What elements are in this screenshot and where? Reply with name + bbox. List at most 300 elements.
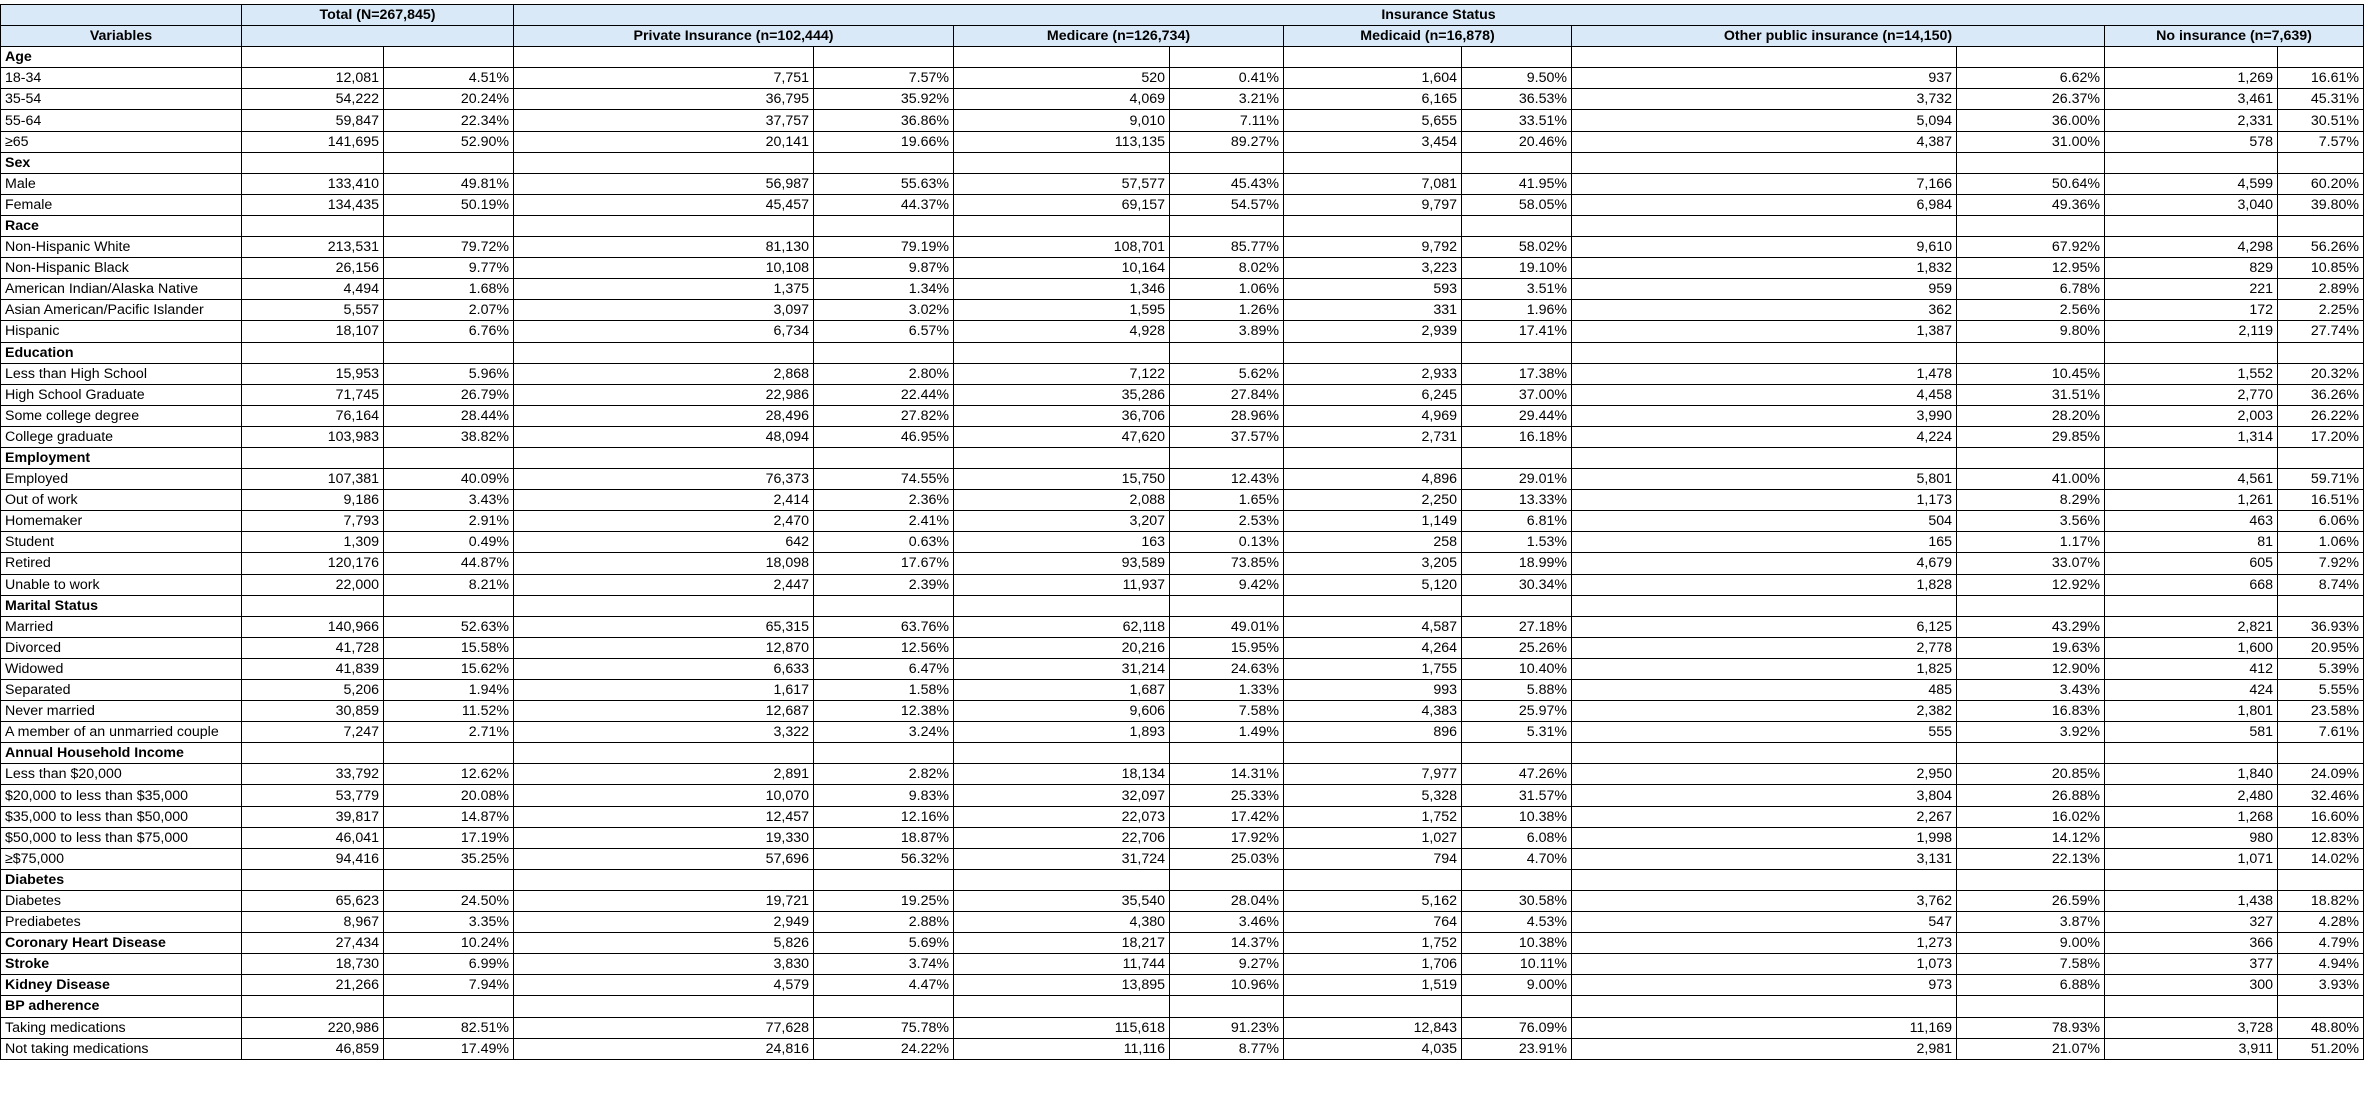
percent-cell: 38.82% bbox=[384, 426, 514, 447]
count-cell: 31,214 bbox=[954, 658, 1170, 679]
count-cell: 7,081 bbox=[1284, 173, 1462, 194]
table-row bbox=[1, 490, 2364, 511]
count-cell: 165 bbox=[1572, 532, 1957, 553]
percent-cell: 28.04% bbox=[1170, 890, 1284, 911]
percent-cell: 73.85% bbox=[1170, 553, 1284, 574]
count-cell: 2,447 bbox=[514, 574, 814, 595]
percent-cell: 2.82% bbox=[814, 764, 954, 785]
percent-cell: 25.26% bbox=[1462, 637, 1572, 658]
percent-cell: 18.99% bbox=[1462, 553, 1572, 574]
count-cell: 1,387 bbox=[1572, 321, 1957, 342]
percent-cell: 27.74% bbox=[2278, 321, 2364, 342]
count-cell: 2,088 bbox=[954, 490, 1170, 511]
percent-cell: 8.21% bbox=[384, 574, 514, 595]
percent-cell: 3.35% bbox=[384, 912, 514, 933]
percent-cell: 7.57% bbox=[814, 68, 954, 89]
row-label: 55-64 bbox=[1, 110, 242, 131]
row-label: Prediabetes bbox=[1, 912, 242, 933]
row-label: College graduate bbox=[1, 426, 242, 447]
count-cell: 463 bbox=[2105, 511, 2278, 532]
percent-cell: 26.79% bbox=[384, 384, 514, 405]
count-cell: 2,981 bbox=[1572, 1038, 1957, 1059]
percent-cell: 15.62% bbox=[384, 658, 514, 679]
percent-cell: 12.38% bbox=[814, 701, 954, 722]
row-label: Not taking medications bbox=[1, 1038, 242, 1059]
empty-cell bbox=[242, 996, 384, 1017]
row-label: ≥65 bbox=[1, 131, 242, 152]
count-cell: 76,164 bbox=[242, 405, 384, 426]
count-cell: 258 bbox=[1284, 532, 1462, 553]
table-row bbox=[1, 1038, 2364, 1059]
empty-cell bbox=[954, 47, 1170, 68]
count-cell: 5,801 bbox=[1572, 469, 1957, 490]
table-row bbox=[1, 975, 2364, 996]
percent-cell: 19.66% bbox=[814, 131, 954, 152]
count-cell: 3,223 bbox=[1284, 258, 1462, 279]
percent-cell: 12.90% bbox=[1957, 658, 2105, 679]
percent-cell: 20.32% bbox=[2278, 363, 2364, 384]
count-cell: 12,457 bbox=[514, 806, 814, 827]
table-row bbox=[1, 110, 2364, 131]
count-cell: 133,410 bbox=[242, 173, 384, 194]
count-cell: 4,035 bbox=[1284, 1038, 1462, 1059]
count-cell: 93,589 bbox=[954, 553, 1170, 574]
count-cell: 4,264 bbox=[1284, 637, 1462, 658]
count-cell: 2,250 bbox=[1284, 490, 1462, 511]
section-row bbox=[1, 869, 2364, 890]
count-cell: 547 bbox=[1572, 912, 1957, 933]
percent-cell: 24.09% bbox=[2278, 764, 2364, 785]
percent-cell: 6.88% bbox=[1957, 975, 2105, 996]
count-cell: 21,266 bbox=[242, 975, 384, 996]
empty-cell bbox=[1170, 743, 1284, 764]
section-label: BP adherence bbox=[1, 996, 242, 1017]
count-cell: 1,706 bbox=[1284, 954, 1462, 975]
count-cell: 1,752 bbox=[1284, 806, 1462, 827]
count-cell: 10,164 bbox=[954, 258, 1170, 279]
count-cell: 134,435 bbox=[242, 194, 384, 215]
percent-cell: 6.99% bbox=[384, 954, 514, 975]
count-cell: 8,967 bbox=[242, 912, 384, 933]
count-cell: 81,130 bbox=[514, 237, 814, 258]
count-cell: 412 bbox=[2105, 658, 2278, 679]
empty-cell bbox=[2105, 152, 2278, 173]
percent-cell: 0.41% bbox=[1170, 68, 1284, 89]
percent-cell: 33.07% bbox=[1957, 553, 2105, 574]
empty-cell bbox=[1572, 447, 1957, 468]
count-cell: 172 bbox=[2105, 300, 2278, 321]
percent-cell: 25.97% bbox=[1462, 701, 1572, 722]
percent-cell: 4.94% bbox=[2278, 954, 2364, 975]
percent-cell: 25.03% bbox=[1170, 848, 1284, 869]
percent-cell: 0.13% bbox=[1170, 532, 1284, 553]
count-cell: 2,331 bbox=[2105, 110, 2278, 131]
empty-cell bbox=[2278, 996, 2364, 1017]
empty-cell bbox=[2105, 743, 2278, 764]
empty-cell bbox=[814, 869, 954, 890]
percent-cell: 2.25% bbox=[2278, 300, 2364, 321]
empty-cell bbox=[1462, 869, 1572, 890]
header-row-2 bbox=[1, 26, 2364, 47]
empty-cell bbox=[384, 595, 514, 616]
percent-cell: 36.93% bbox=[2278, 616, 2364, 637]
empty-cell bbox=[814, 595, 954, 616]
count-cell: 6,633 bbox=[514, 658, 814, 679]
count-cell: 485 bbox=[1572, 680, 1957, 701]
count-cell: 4,069 bbox=[954, 89, 1170, 110]
count-cell: 4,383 bbox=[1284, 701, 1462, 722]
percent-cell: 12.56% bbox=[814, 637, 954, 658]
count-cell: 7,793 bbox=[242, 511, 384, 532]
count-cell: 3,097 bbox=[514, 300, 814, 321]
count-cell: 140,966 bbox=[242, 616, 384, 637]
percent-cell: 2.53% bbox=[1170, 511, 1284, 532]
percent-cell: 59.71% bbox=[2278, 469, 2364, 490]
percent-cell: 41.95% bbox=[1462, 173, 1572, 194]
empty-cell bbox=[514, 47, 814, 68]
percent-cell: 3.89% bbox=[1170, 321, 1284, 342]
count-cell: 7,122 bbox=[954, 363, 1170, 384]
percent-cell: 26.37% bbox=[1957, 89, 2105, 110]
percent-cell: 24.63% bbox=[1170, 658, 1284, 679]
percent-cell: 6.62% bbox=[1957, 68, 2105, 89]
percent-cell: 10.40% bbox=[1462, 658, 1572, 679]
row-label: Coronary Heart Disease bbox=[1, 933, 242, 954]
table-row bbox=[1, 785, 2364, 806]
empty-cell bbox=[2105, 869, 2278, 890]
table-row bbox=[1, 722, 2364, 743]
empty-cell bbox=[2278, 47, 2364, 68]
percent-cell: 27.18% bbox=[1462, 616, 1572, 637]
count-cell: 1,309 bbox=[242, 532, 384, 553]
count-cell: 4,494 bbox=[242, 279, 384, 300]
count-cell: 3,732 bbox=[1572, 89, 1957, 110]
count-cell: 4,561 bbox=[2105, 469, 2278, 490]
empty-cell bbox=[954, 215, 1170, 236]
percent-cell: 3.74% bbox=[814, 954, 954, 975]
count-cell: 1,600 bbox=[2105, 637, 2278, 658]
percent-cell: 2.80% bbox=[814, 363, 954, 384]
count-cell: 37,757 bbox=[514, 110, 814, 131]
count-cell: 39,817 bbox=[242, 806, 384, 827]
row-label: Unable to work bbox=[1, 574, 242, 595]
percent-cell: 3.87% bbox=[1957, 912, 2105, 933]
percent-cell: 1.17% bbox=[1957, 532, 2105, 553]
percent-cell: 24.22% bbox=[814, 1038, 954, 1059]
count-cell: 959 bbox=[1572, 279, 1957, 300]
percent-cell: 14.87% bbox=[384, 806, 514, 827]
count-cell: 22,986 bbox=[514, 384, 814, 405]
table-row bbox=[1, 553, 2364, 574]
table-row bbox=[1, 532, 2364, 553]
percent-cell: 5.31% bbox=[1462, 722, 1572, 743]
row-label: Non-Hispanic Black bbox=[1, 258, 242, 279]
count-cell: 3,207 bbox=[954, 511, 1170, 532]
section-row bbox=[1, 342, 2364, 363]
empty-cell bbox=[1462, 996, 1572, 1017]
percent-cell: 23.91% bbox=[1462, 1038, 1572, 1059]
count-cell: 4,380 bbox=[954, 912, 1170, 933]
count-cell: 1,893 bbox=[954, 722, 1170, 743]
count-cell: 3,911 bbox=[2105, 1038, 2278, 1059]
row-label: American Indian/Alaska Native bbox=[1, 279, 242, 300]
empty-cell bbox=[1284, 743, 1462, 764]
percent-cell: 8.29% bbox=[1957, 490, 2105, 511]
percent-cell: 4.51% bbox=[384, 68, 514, 89]
percent-cell: 6.06% bbox=[2278, 511, 2364, 532]
count-cell: 22,000 bbox=[242, 574, 384, 595]
percent-cell: 12.83% bbox=[2278, 827, 2364, 848]
count-cell: 2,821 bbox=[2105, 616, 2278, 637]
count-cell: 1,261 bbox=[2105, 490, 2278, 511]
count-cell: 6,245 bbox=[1284, 384, 1462, 405]
count-cell: 5,094 bbox=[1572, 110, 1957, 131]
empty-cell bbox=[514, 215, 814, 236]
percent-cell: 4.53% bbox=[1462, 912, 1572, 933]
count-cell: 4,579 bbox=[514, 975, 814, 996]
count-cell: 12,843 bbox=[1284, 1017, 1462, 1038]
count-cell: 1,478 bbox=[1572, 363, 1957, 384]
percent-cell: 23.58% bbox=[2278, 701, 2364, 722]
count-cell: 36,706 bbox=[954, 405, 1170, 426]
count-cell: 2,949 bbox=[514, 912, 814, 933]
percent-cell: 16.60% bbox=[2278, 806, 2364, 827]
percent-cell: 7.58% bbox=[1170, 701, 1284, 722]
empty-cell bbox=[242, 743, 384, 764]
percent-cell: 49.36% bbox=[1957, 194, 2105, 215]
empty-cell bbox=[1572, 996, 1957, 1017]
empty-cell bbox=[814, 447, 954, 468]
percent-cell: 29.44% bbox=[1462, 405, 1572, 426]
percent-cell: 14.37% bbox=[1170, 933, 1284, 954]
percent-cell: 1.49% bbox=[1170, 722, 1284, 743]
count-cell: 424 bbox=[2105, 680, 2278, 701]
empty-cell bbox=[1957, 47, 2105, 68]
row-label: Retired bbox=[1, 553, 242, 574]
group-header-medicaid: Medicaid (n=16,878) bbox=[1284, 26, 1572, 47]
row-label: Diabetes bbox=[1, 890, 242, 911]
percent-cell: 8.77% bbox=[1170, 1038, 1284, 1059]
row-label: A member of an unmarried couple bbox=[1, 722, 242, 743]
count-cell: 1,595 bbox=[954, 300, 1170, 321]
percent-cell: 16.51% bbox=[2278, 490, 2364, 511]
percent-cell: 75.78% bbox=[814, 1017, 954, 1038]
count-cell: 10,108 bbox=[514, 258, 814, 279]
percent-cell: 6.57% bbox=[814, 321, 954, 342]
percent-cell: 25.33% bbox=[1170, 785, 1284, 806]
percent-cell: 11.52% bbox=[384, 701, 514, 722]
row-label: 35-54 bbox=[1, 89, 242, 110]
count-cell: 213,531 bbox=[242, 237, 384, 258]
empty-cell bbox=[814, 743, 954, 764]
table-row bbox=[1, 848, 2364, 869]
insurance-status-header: Insurance Status bbox=[514, 5, 2364, 26]
count-cell: 7,751 bbox=[514, 68, 814, 89]
percent-cell: 49.01% bbox=[1170, 616, 1284, 637]
count-cell: 103,983 bbox=[242, 426, 384, 447]
count-cell: 59,847 bbox=[242, 110, 384, 131]
count-cell: 1,617 bbox=[514, 680, 814, 701]
empty-cell bbox=[1572, 215, 1957, 236]
percent-cell: 33.51% bbox=[1462, 110, 1572, 131]
section-label: Age bbox=[1, 47, 242, 68]
count-cell: 9,010 bbox=[954, 110, 1170, 131]
percent-cell: 27.84% bbox=[1170, 384, 1284, 405]
percent-cell: 4.28% bbox=[2278, 912, 2364, 933]
count-cell: 20,216 bbox=[954, 637, 1170, 658]
row-label: $50,000 to less than $75,000 bbox=[1, 827, 242, 848]
percent-cell: 10.96% bbox=[1170, 975, 1284, 996]
percent-cell: 82.51% bbox=[384, 1017, 514, 1038]
count-cell: 5,557 bbox=[242, 300, 384, 321]
percent-cell: 24.50% bbox=[384, 890, 514, 911]
percent-cell: 35.92% bbox=[814, 89, 954, 110]
count-cell: 12,081 bbox=[242, 68, 384, 89]
count-cell: 4,224 bbox=[1572, 426, 1957, 447]
count-cell: 35,286 bbox=[954, 384, 1170, 405]
percent-cell: 2.89% bbox=[2278, 279, 2364, 300]
percent-cell: 16.61% bbox=[2278, 68, 2364, 89]
count-cell: 1,832 bbox=[1572, 258, 1957, 279]
percent-cell: 12.92% bbox=[1957, 574, 2105, 595]
table-row bbox=[1, 658, 2364, 679]
table-row bbox=[1, 237, 2364, 258]
section-row bbox=[1, 215, 2364, 236]
count-cell: 1,840 bbox=[2105, 764, 2278, 785]
count-cell: 76,373 bbox=[514, 469, 814, 490]
percent-cell: 9.00% bbox=[1462, 975, 1572, 996]
percent-cell: 14.31% bbox=[1170, 764, 1284, 785]
count-cell: 12,870 bbox=[514, 637, 814, 658]
empty-cell bbox=[1957, 743, 2105, 764]
count-cell: 1,438 bbox=[2105, 890, 2278, 911]
empty-cell bbox=[2105, 342, 2278, 363]
count-cell: 57,696 bbox=[514, 848, 814, 869]
table-row bbox=[1, 680, 2364, 701]
percent-cell: 4.79% bbox=[2278, 933, 2364, 954]
percent-cell: 2.88% bbox=[814, 912, 954, 933]
table-row bbox=[1, 933, 2364, 954]
row-label: 18-34 bbox=[1, 68, 242, 89]
count-cell: 3,040 bbox=[2105, 194, 2278, 215]
empty-cell bbox=[954, 869, 1170, 890]
empty-cell bbox=[384, 215, 514, 236]
percent-cell: 3.43% bbox=[1957, 680, 2105, 701]
percent-cell: 1.26% bbox=[1170, 300, 1284, 321]
count-cell: 980 bbox=[2105, 827, 2278, 848]
percent-cell: 19.25% bbox=[814, 890, 954, 911]
percent-cell: 10.38% bbox=[1462, 806, 1572, 827]
percent-cell: 85.77% bbox=[1170, 237, 1284, 258]
count-cell: 48,094 bbox=[514, 426, 814, 447]
table-row bbox=[1, 827, 2364, 848]
group-header-medicare: Medicare (n=126,734) bbox=[954, 26, 1284, 47]
percent-cell: 63.76% bbox=[814, 616, 954, 637]
count-cell: 71,745 bbox=[242, 384, 384, 405]
count-cell: 18,107 bbox=[242, 321, 384, 342]
count-cell: 12,687 bbox=[514, 701, 814, 722]
count-cell: 1,071 bbox=[2105, 848, 2278, 869]
percent-cell: 5.88% bbox=[1462, 680, 1572, 701]
percent-cell: 6.81% bbox=[1462, 511, 1572, 532]
count-cell: 1,375 bbox=[514, 279, 814, 300]
percent-cell: 49.81% bbox=[384, 173, 514, 194]
table-row bbox=[1, 701, 2364, 722]
total-subheader bbox=[242, 26, 514, 47]
count-cell: 36,795 bbox=[514, 89, 814, 110]
percent-cell: 44.87% bbox=[384, 553, 514, 574]
variables-header: Variables bbox=[1, 26, 242, 47]
count-cell: 45,457 bbox=[514, 194, 814, 215]
percent-cell: 6.78% bbox=[1957, 279, 2105, 300]
row-label: Non-Hispanic White bbox=[1, 237, 242, 258]
count-cell: 4,458 bbox=[1572, 384, 1957, 405]
empty-cell bbox=[384, 447, 514, 468]
header-row-1 bbox=[1, 5, 2364, 26]
count-cell: 13,895 bbox=[954, 975, 1170, 996]
percent-cell: 29.85% bbox=[1957, 426, 2105, 447]
count-cell: 3,990 bbox=[1572, 405, 1957, 426]
percent-cell: 17.41% bbox=[1462, 321, 1572, 342]
empty-cell bbox=[1462, 215, 1572, 236]
percent-cell: 47.26% bbox=[1462, 764, 1572, 785]
percent-cell: 31.00% bbox=[1957, 131, 2105, 152]
empty-cell bbox=[1170, 595, 1284, 616]
percent-cell: 45.31% bbox=[2278, 89, 2364, 110]
percent-cell: 19.10% bbox=[1462, 258, 1572, 279]
count-cell: 2,939 bbox=[1284, 321, 1462, 342]
table-row bbox=[1, 1017, 2364, 1038]
count-cell: 35,540 bbox=[954, 890, 1170, 911]
percent-cell: 2.07% bbox=[384, 300, 514, 321]
empty-cell bbox=[2105, 215, 2278, 236]
count-cell: 5,206 bbox=[242, 680, 384, 701]
empty-cell bbox=[954, 447, 1170, 468]
count-cell: 57,577 bbox=[954, 173, 1170, 194]
percent-cell: 20.46% bbox=[1462, 131, 1572, 152]
percent-cell: 67.92% bbox=[1957, 237, 2105, 258]
count-cell: 46,859 bbox=[242, 1038, 384, 1059]
section-row bbox=[1, 595, 2364, 616]
count-cell: 62,118 bbox=[954, 616, 1170, 637]
row-label: Divorced bbox=[1, 637, 242, 658]
empty-cell bbox=[242, 342, 384, 363]
empty-cell bbox=[384, 47, 514, 68]
count-cell: 26,156 bbox=[242, 258, 384, 279]
count-cell: 973 bbox=[1572, 975, 1957, 996]
empty-cell bbox=[1957, 215, 2105, 236]
count-cell: 22,073 bbox=[954, 806, 1170, 827]
count-cell: 362 bbox=[1572, 300, 1957, 321]
count-cell: 4,587 bbox=[1284, 616, 1462, 637]
count-cell: 366 bbox=[2105, 933, 2278, 954]
empty-cell bbox=[954, 152, 1170, 173]
percent-cell: 1.06% bbox=[1170, 279, 1284, 300]
percent-cell: 50.64% bbox=[1957, 173, 2105, 194]
empty-cell bbox=[384, 996, 514, 1017]
count-cell: 108,701 bbox=[954, 237, 1170, 258]
empty-cell bbox=[1170, 447, 1284, 468]
empty-cell bbox=[384, 152, 514, 173]
percent-cell: 3.93% bbox=[2278, 975, 2364, 996]
percent-cell: 9.83% bbox=[814, 785, 954, 806]
percent-cell: 2.41% bbox=[814, 511, 954, 532]
count-cell: 1,604 bbox=[1284, 68, 1462, 89]
percent-cell: 9.00% bbox=[1957, 933, 2105, 954]
count-cell: 2,770 bbox=[2105, 384, 2278, 405]
count-cell: 41,839 bbox=[242, 658, 384, 679]
percent-cell: 30.58% bbox=[1462, 890, 1572, 911]
